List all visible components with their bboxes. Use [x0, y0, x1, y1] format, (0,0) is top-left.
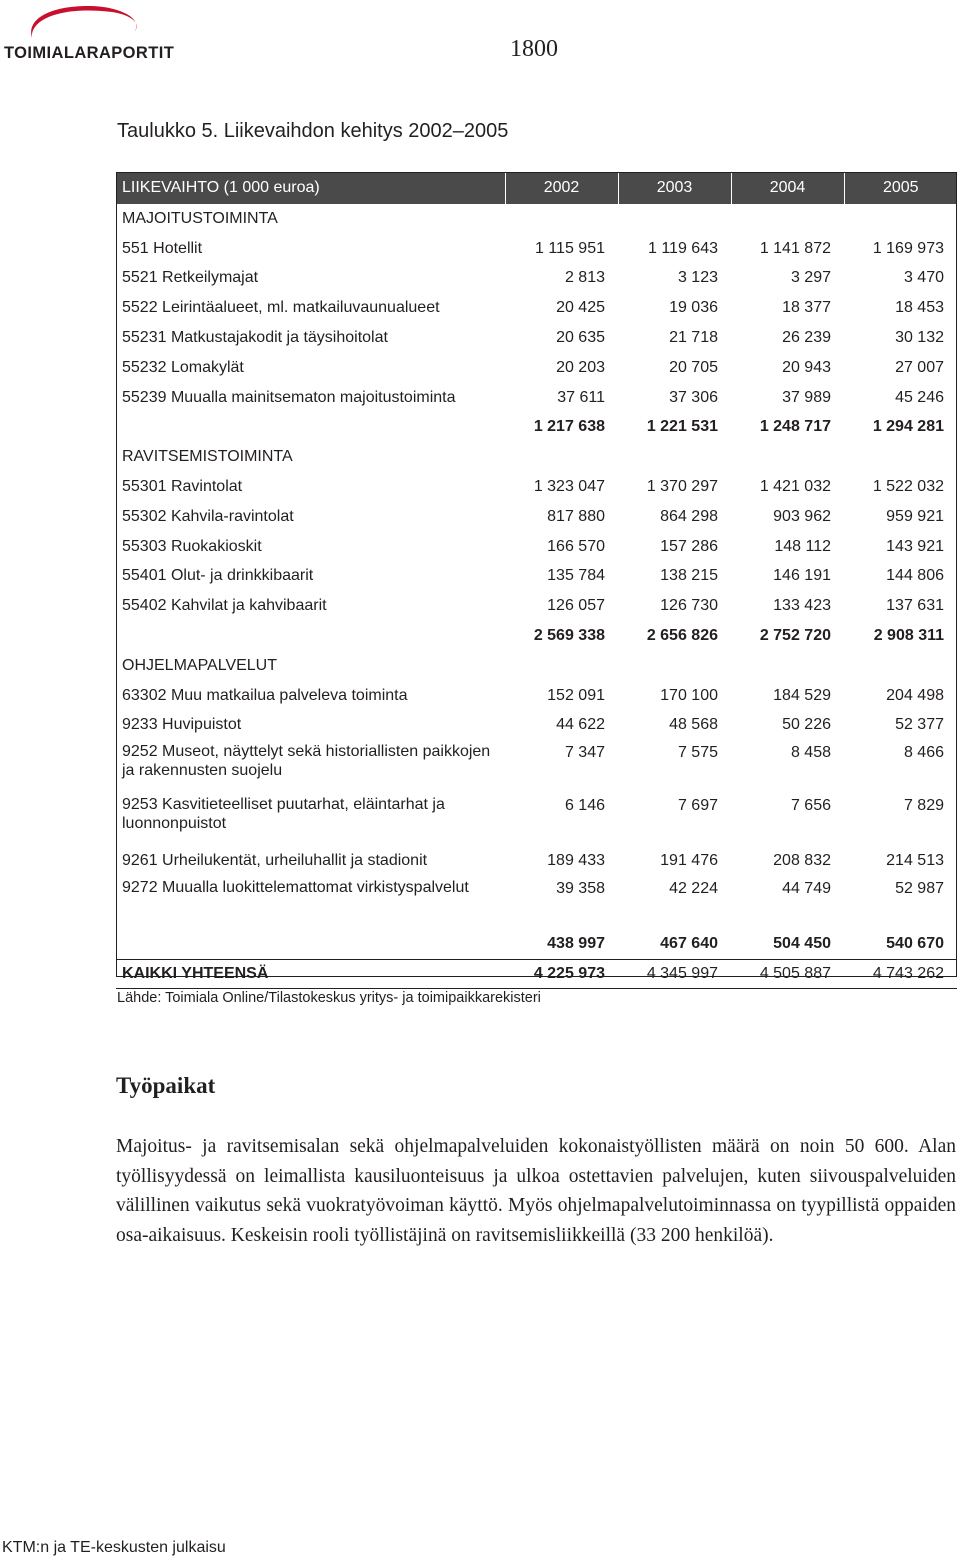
table-row	[116, 621, 957, 651]
cell-value: 50 226	[782, 716, 831, 734]
table-source: Lähde: Toimiala Online/Tilastokeskus yritys- ja toimipaikkarekisteri	[117, 990, 541, 1006]
row-label: 55239 Muualla mainitsematon majoitustoiminta	[122, 388, 456, 406]
cell-value: 20 943	[782, 358, 831, 376]
cell-value: 157 286	[660, 537, 718, 555]
cell-value: 2 752 720	[759, 627, 831, 645]
cell-value: 7 347	[564, 744, 605, 762]
cell-value: 20 705	[669, 358, 718, 376]
cell-value: 144 806	[886, 567, 944, 585]
cell-value: 1 370 297	[646, 478, 718, 496]
row-label: 9272 Muualla luokittelemattomat virkistyspalvelut	[122, 879, 469, 897]
cell-value: 18 453	[895, 299, 944, 317]
cell-value: 4 345 997	[618, 959, 731, 988]
cell-value: 438 997	[547, 935, 605, 953]
table-row	[116, 651, 957, 681]
cell-value: 3 123	[677, 269, 718, 287]
cell-value: 6 146	[564, 797, 605, 815]
cell-value	[731, 651, 844, 681]
row-label: 9261 Urheilukentät, urheiluhallit ja stadionit	[122, 852, 428, 870]
cell-value: 8 466	[903, 744, 944, 762]
cell-value: 42 224	[669, 880, 718, 898]
table-row	[116, 413, 957, 443]
table-row	[116, 591, 957, 621]
cell-value	[844, 442, 957, 472]
row-label: 55231 Matkustajakodit ja täysihoitolat	[122, 329, 388, 347]
row-label: 55402 Kahvilat ja kahvibaarit	[122, 597, 327, 615]
cell-value: 143 921	[886, 537, 944, 555]
cell-value: 817 880	[547, 507, 605, 525]
table-row	[116, 562, 957, 592]
cell-value: 959 921	[886, 507, 944, 525]
row-label: KAIKKI YHTEENSÄ	[116, 959, 505, 988]
cell-value: 2 656 826	[646, 627, 718, 645]
cell-value: 2 908 311	[873, 627, 944, 645]
revenue-table-container	[116, 172, 957, 989]
cell-value: 864 298	[660, 507, 718, 525]
cell-value: 135 784	[547, 567, 605, 585]
logo-swoosh-icon	[2, 2, 174, 46]
table-row	[116, 502, 957, 532]
cell-value: 1 323 047	[533, 478, 605, 496]
cell-value: 44 622	[556, 716, 605, 734]
cell-value: 1 115 951	[535, 239, 605, 257]
cell-value: 18 377	[782, 299, 831, 317]
cell-value: 4 225 973	[505, 959, 618, 988]
row-label: 55301 Ravintolat	[122, 478, 243, 496]
cell-value: 1 141 872	[759, 239, 831, 257]
table-title: Taulukko 5. Liikevaihdon kehitys 2002–2005	[117, 120, 509, 142]
cell-value: 52 377	[895, 716, 944, 734]
logo	[2, 2, 174, 62]
column-header: LIIKEVAIHTO (1 000 euroa)	[116, 172, 505, 204]
row-label: 5521 Retkeilymajat	[122, 269, 259, 287]
row-label: 55232 Lomakylät	[122, 358, 244, 376]
table-header-row	[116, 172, 957, 204]
cell-value: 214 513	[886, 852, 944, 870]
cell-value: 20 425	[556, 299, 605, 317]
cell-value: 504 450	[773, 935, 831, 953]
cell-value: 1 119 643	[648, 239, 718, 257]
row-label: 55303 Ruokakioskit	[122, 537, 262, 555]
cell-value: 126 057	[547, 597, 605, 615]
section-heading: Työpaikat	[116, 1073, 216, 1098]
table-row	[116, 711, 957, 741]
body-paragraph: Majoitus- ja ravitsemisalan sekä ohjelmapalveluiden kokonaistyöllisten määrä on noin 50 600. Alan työllisyydessä on leimallista kausiluonteisuus ja ulkoa ostettavien palvelujen, kuten siivouspalveluiden välillinen vaikutus sekä vuokratyövoiman käyttö. Myös ohjelmapalvelutoiminnassa on tyypillistä oppaiden osa-aikaisuus. Keskeisin rooli työllistäjinä on ravitsemisliikkeillä (33 200 henkilöä).	[116, 1136, 956, 1246]
cell-value: 39 358	[556, 880, 605, 898]
cell-value: 1 294 281	[872, 418, 944, 436]
cell-value	[731, 204, 844, 234]
cell-value: 1 248 717	[759, 418, 831, 436]
cell-value: 19 036	[669, 299, 718, 317]
cell-value: 1 421 032	[759, 478, 831, 496]
cell-value: 133 423	[773, 597, 831, 615]
cell-value: 166 570	[547, 537, 605, 555]
table-row	[116, 959, 957, 988]
table-row	[116, 234, 957, 264]
table-row	[116, 204, 957, 234]
cell-value: 2 569 338	[533, 627, 605, 645]
cell-value: 138 215	[660, 567, 718, 585]
row-label: 5522 Leirintäalueet, ml. matkailuvaunualueet	[122, 299, 440, 317]
table-row	[116, 264, 957, 294]
cell-value: 1 522 032	[872, 478, 944, 496]
cell-value: 7 575	[677, 744, 718, 762]
cell-value	[618, 442, 731, 472]
row-label: 551 Hotellit	[122, 239, 203, 257]
footer-text: KTM:n ja TE-keskusten julkaisu	[2, 1539, 226, 1556]
cell-value	[618, 651, 731, 681]
table-row	[116, 293, 957, 323]
row-label: 9253 Kasvitieteelliset puutarhat, eläintarhat ja luonnonpuistot	[122, 796, 445, 833]
cell-value: 152 091	[547, 686, 605, 704]
cell-value: 1 217 638	[533, 418, 605, 436]
page-number: 1800	[510, 36, 558, 62]
row-label	[116, 413, 505, 443]
cell-value: 191 476	[660, 852, 718, 870]
row-label: 55302 Kahvila-ravintolat	[122, 507, 294, 525]
cell-value: 37 306	[669, 388, 718, 406]
cell-value	[844, 204, 957, 234]
cell-value: 4 505 887	[731, 959, 844, 988]
cell-value	[505, 204, 618, 234]
cell-value: 3 470	[903, 269, 944, 287]
cell-value: 170 100	[660, 686, 718, 704]
cell-value: 27 007	[895, 358, 944, 376]
row-label: 9252 Museot, näyttelyt sekä historiallisten paikkojen ja rakennusten suojelu	[122, 743, 491, 780]
cell-value: 8 458	[790, 744, 831, 762]
table-row	[116, 793, 957, 846]
cell-value: 3 297	[790, 269, 831, 287]
cell-value	[844, 651, 957, 681]
cell-value	[505, 442, 618, 472]
table-row	[116, 532, 957, 562]
cell-value: 184 529	[773, 686, 831, 704]
cell-value: 1 169 973	[872, 239, 944, 257]
cell-value: 540 670	[886, 935, 944, 953]
table-row	[116, 876, 957, 929]
cell-value: 20 635	[556, 329, 605, 347]
cell-value: 7 829	[903, 797, 944, 815]
row-label	[116, 621, 505, 651]
cell-value: 20 203	[556, 358, 605, 376]
logo-text: TOIMIALARAPORTIT	[4, 44, 175, 62]
cell-value: 4 743 262	[844, 959, 957, 988]
table-row	[116, 929, 957, 959]
cell-value: 137 631	[886, 597, 944, 615]
cell-value	[618, 204, 731, 234]
row-label: 55401 Olut- ja drinkkibaarit	[122, 567, 314, 585]
column-header: 2005	[844, 172, 957, 204]
column-header: 2002	[505, 172, 618, 204]
table-row	[116, 442, 957, 472]
cell-value: 37 989	[782, 388, 831, 406]
row-label	[116, 929, 505, 959]
cell-value: 30 132	[895, 329, 944, 347]
row-label: MAJOITUSTOIMINTA	[122, 209, 278, 227]
row-label: 9233 Huvipuistot	[122, 716, 242, 734]
cell-value: 48 568	[669, 716, 718, 734]
cell-value: 1 221 531	[646, 418, 718, 436]
table-row	[116, 472, 957, 502]
table-body	[116, 204, 957, 988]
cell-value: 7 656	[790, 797, 831, 815]
column-header: 2004	[731, 172, 844, 204]
table-row	[116, 846, 957, 876]
row-label: RAVITSEMISTOIMINTA	[122, 448, 293, 466]
cell-value: 204 498	[886, 686, 944, 704]
cell-value: 52 987	[895, 880, 944, 898]
cell-value: 21 718	[669, 329, 718, 347]
cell-value: 146 191	[773, 567, 831, 585]
cell-value: 467 640	[660, 935, 718, 953]
cell-value: 37 611	[557, 388, 605, 406]
table-row	[116, 323, 957, 353]
cell-value: 189 433	[547, 852, 605, 870]
row-label: 63302 Muu matkailua palveleva toiminta	[122, 686, 408, 704]
cell-value	[731, 442, 844, 472]
cell-value: 7 697	[677, 797, 718, 815]
cell-value: 126 730	[660, 597, 718, 615]
table-row	[116, 681, 957, 711]
table-row	[116, 740, 957, 793]
cell-value: 208 832	[773, 852, 831, 870]
cell-value: 26 239	[782, 329, 831, 347]
row-label: OHJELMAPALVELUT	[122, 656, 278, 674]
cell-value: 148 112	[774, 537, 831, 555]
cell-value: 45 246	[895, 388, 944, 406]
cell-value	[505, 651, 618, 681]
revenue-table	[116, 172, 957, 989]
cell-value: 2 813	[564, 269, 605, 287]
table-row	[116, 383, 957, 413]
cell-value: 903 962	[773, 507, 831, 525]
table-row	[116, 353, 957, 383]
cell-value: 44 749	[782, 880, 831, 898]
column-header: 2003	[618, 172, 731, 204]
